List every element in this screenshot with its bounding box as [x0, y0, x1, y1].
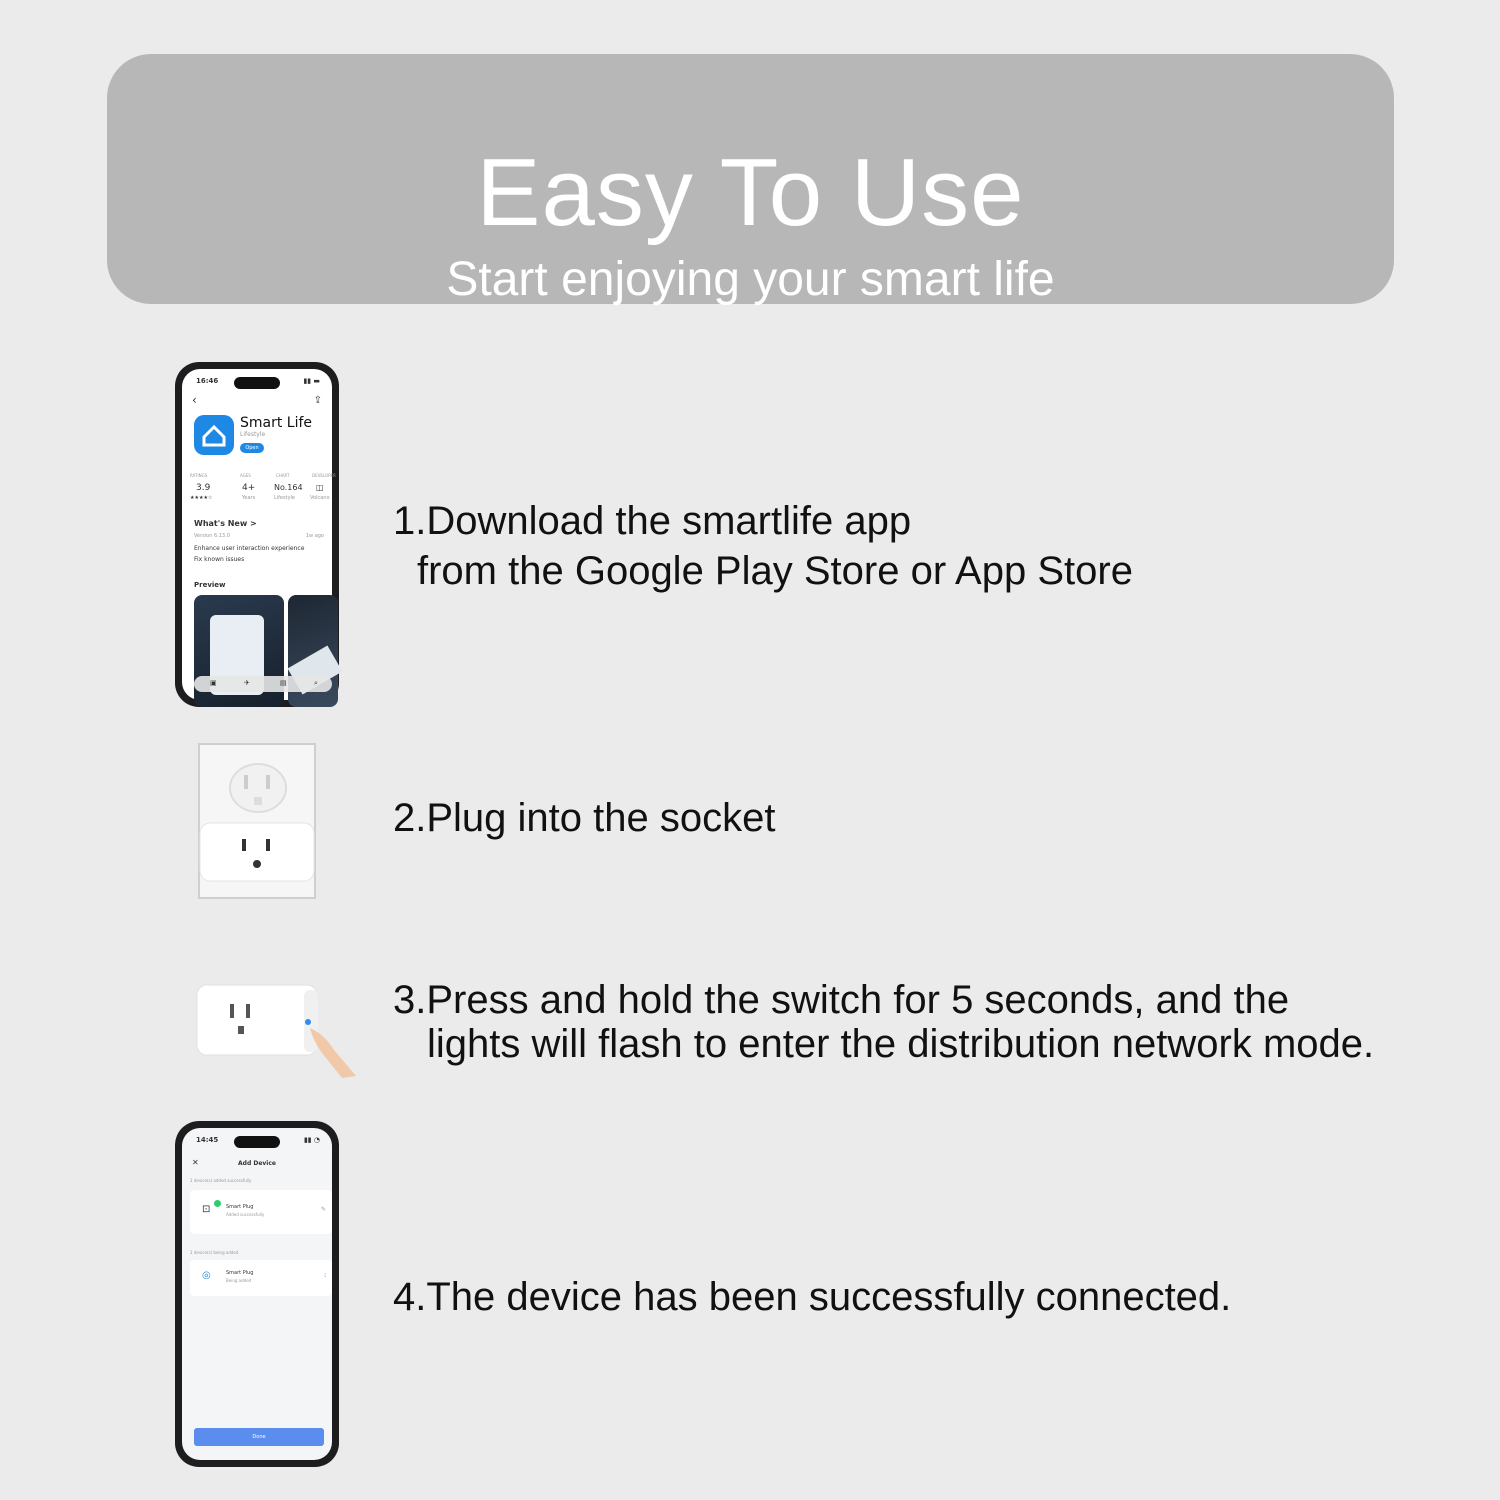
step-3-line-2: lights will flash to enter the distribution network mode.	[427, 1022, 1375, 1066]
page-subtitle: Start enjoying your smart life	[446, 253, 1055, 306]
release-note-1: Enhance user interaction experience	[194, 545, 305, 552]
step-4-line-1: 4.The device has been successfully connected.	[393, 1275, 1232, 1319]
close-icon[interactable]: ✕	[192, 1158, 199, 1167]
device-1-name: Smart Plug	[226, 1204, 254, 1210]
header-banner	[107, 54, 1394, 304]
step-4-text	[393, 1272, 1231, 1322]
step-2-text	[393, 793, 775, 843]
add-device-title: Add Device	[238, 1160, 276, 1167]
whats-new-link[interactable]: What's New >	[194, 519, 257, 528]
step-1-text	[393, 496, 1133, 596]
success-check-icon	[214, 1200, 221, 1207]
device-2-status: Being added	[226, 1278, 252, 1283]
plug-icon: ⊡	[202, 1204, 211, 1215]
status-time: 14:45	[196, 1136, 219, 1144]
step-3-line-1: 3.Press and hold the switch for 5 seconds, and the	[393, 978, 1290, 1022]
phone-add-device	[175, 1121, 339, 1467]
app-name: Smart Life	[240, 415, 313, 431]
step-1-line-1: 1.Download the smartlife app	[393, 499, 912, 543]
device-card-adding[interactable]	[190, 1260, 332, 1296]
done-button[interactable]: Done	[194, 1428, 324, 1446]
version-age: 1w ago	[305, 533, 324, 539]
device-2-name: Smart Plug	[226, 1270, 254, 1276]
socket-image	[198, 743, 316, 899]
phone-app-store	[175, 362, 339, 707]
plug-press-image	[192, 980, 362, 1080]
version-text: Version 6.13.0	[194, 533, 230, 539]
apps-tab-icon[interactable]: ▤	[280, 679, 287, 687]
page-title: Easy To Use	[476, 139, 1025, 246]
games-tab-icon[interactable]: ✈	[244, 679, 250, 687]
share-icon[interactable]: ⇪	[313, 395, 322, 406]
back-icon[interactable]: ‹	[192, 393, 197, 407]
status-icons: ▮▮ ◔	[303, 1136, 320, 1144]
step-1-line-2: from the Google Play Store or App Store	[417, 549, 1133, 593]
added-caption: 1 device(s) added successfully	[190, 1178, 252, 1183]
plug-outline-icon: ◎	[202, 1270, 211, 1281]
status-icons: ▮▮ ▬	[303, 377, 320, 385]
release-note-2: Fix known issues	[194, 556, 245, 563]
device-card-added[interactable]	[190, 1190, 332, 1234]
open-button[interactable]: Open	[240, 443, 264, 453]
today-tab-icon[interactable]: ▣	[210, 679, 217, 687]
developer-icon: ◫	[316, 483, 324, 492]
preview-heading: Preview	[194, 581, 226, 589]
adding-caption: 1 device(s) being added	[190, 1250, 239, 1255]
tab-bar	[194, 676, 332, 692]
step-2-line-1: 2.Plug into the socket	[393, 796, 776, 840]
loading-icon: ⁝	[324, 1272, 326, 1279]
app-icon	[194, 415, 234, 455]
search-tab-icon[interactable]: ⌕	[314, 679, 318, 687]
app-category: Lifestyle	[240, 431, 266, 438]
stats-row: RATINGS 3.9 ★★★★☆ AGES 4+ Years CHART No.164 Lifestyle DEVELOPER ◫ Volcano	[190, 473, 336, 501]
edit-icon[interactable]: ✎	[320, 1206, 326, 1213]
device-1-status: Added successfully	[226, 1212, 265, 1217]
status-time: 16:46	[196, 377, 219, 385]
step-3-text	[393, 978, 1374, 1066]
